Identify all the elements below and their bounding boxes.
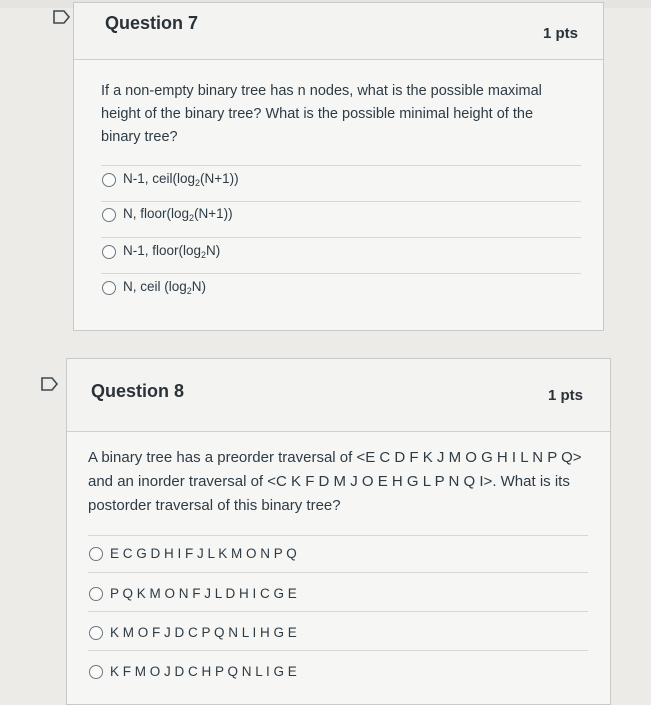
answer-divider — [101, 201, 581, 202]
question-title: Question 8 — [91, 381, 185, 401]
question-title: Question 7 — [105, 13, 199, 33]
answer-label: N, $floor(\log_2(N+1))$ — [123, 206, 233, 223]
radio-button[interactable] — [102, 281, 116, 295]
flag-question-icon[interactable] — [40, 377, 60, 391]
answer-label: N, ceil $(\log_2N)$ — [123, 279, 207, 296]
answer-label: N-1, $floor(\log_2N)$ — [123, 243, 221, 260]
question-7-card — [73, 2, 604, 331]
answer-label: K F M O J D C H P Q N L I G E — [110, 664, 297, 679]
radio-button[interactable] — [102, 245, 116, 259]
answer-option-1[interactable] — [89, 546, 297, 561]
answer-divider — [101, 273, 581, 274]
answer-option-2[interactable] — [102, 206, 233, 223]
question-8-header — [67, 359, 610, 432]
answer-divider — [101, 237, 581, 238]
question-8-card — [66, 358, 611, 705]
radio-button[interactable] — [102, 208, 116, 222]
answer-label: P Q K M O N F J L D H I C G E — [110, 586, 297, 601]
answer-divider — [101, 165, 581, 166]
answer-option-2[interactable] — [89, 586, 297, 601]
answer-option-4[interactable] — [89, 664, 297, 679]
answer-divider — [88, 611, 588, 612]
radio-button[interactable] — [89, 587, 103, 601]
question-text: If a non-empty binary tree has n nodes, what is the possible maximal height of the binary tree? What is the possible minimal height of the binary tree? — [101, 83, 542, 145]
radio-button[interactable] — [89, 626, 103, 640]
answer-option-3[interactable] — [102, 243, 220, 260]
answer-option-4[interactable] — [102, 279, 206, 296]
answer-divider — [88, 572, 588, 573]
question-7-header — [74, 3, 603, 60]
answer-divider — [88, 650, 588, 651]
answer-option-1[interactable] — [102, 171, 239, 188]
answer-option-3[interactable] — [89, 625, 297, 640]
question-text: A binary tree has a preorder traversal of <E C D F K J M O G H I L N P Q> and an inorder traversal of <C K F D M J O E H G L P N Q I>. What is its postorder traversal of this binary tree? — [88, 449, 582, 514]
radio-button[interactable] — [89, 665, 103, 679]
answer-label: K M O F J D C P Q N L I H G E — [110, 625, 297, 640]
radio-button[interactable] — [89, 547, 103, 561]
answer-label: E C G D H I F J L K M O N P Q — [110, 546, 297, 561]
answer-divider — [88, 535, 588, 536]
radio-button[interactable] — [102, 173, 116, 187]
question-points: 1 pts — [543, 25, 579, 42]
flag-question-icon[interactable] — [52, 10, 72, 24]
answer-label: N-1, $ceil(\log_2(N+1))$ — [123, 171, 239, 188]
question-points: 1 pts — [548, 387, 584, 404]
